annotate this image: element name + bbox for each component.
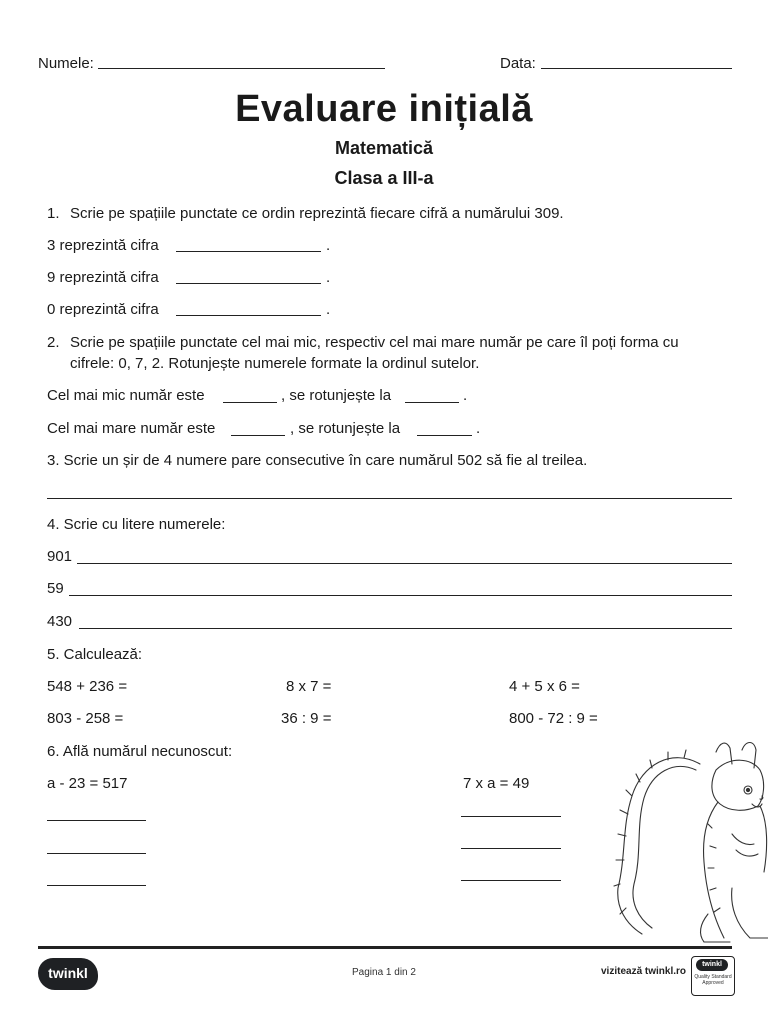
q2-max-round-blank[interactable] (417, 435, 472, 436)
q6-equation-2: 7 x a = 49 (463, 775, 530, 792)
q4-number-901: 901 (47, 548, 73, 565)
q2-max-end: . (476, 420, 481, 437)
q4-answer-line-430[interactable] (79, 628, 732, 629)
badge-logo: twinkl (696, 959, 728, 971)
q4-answer-line-901[interactable] (77, 563, 732, 564)
q6-text: 6. Află numărul necunoscut: (47, 743, 233, 760)
q1-text: Scrie pe spațiile punctate ce ordin reprezintă fiecare cifră a numărului 309. (70, 205, 564, 222)
twinkl-logo: twinkl (38, 958, 98, 990)
q6-eq2-step-2-line[interactable] (461, 848, 561, 849)
q5-expr-3: 4 + 5 x 6 = (509, 678, 580, 695)
q6-eq1-step-3-line[interactable] (47, 885, 146, 886)
date-label: Data: (500, 55, 536, 72)
q1-row-3-blank[interactable] (176, 315, 321, 316)
q5-expr-1: 548 + 236 = (47, 678, 128, 695)
footer-divider (38, 946, 732, 949)
q1-number: 1. (47, 205, 60, 222)
date-field-line[interactable] (541, 68, 732, 69)
q1-row-2-label: 9 reprezintă cifra (47, 269, 159, 286)
q5-expr-6: 800 - 72 : 9 = (509, 710, 598, 727)
q3-text: 3. Scrie un șir de 4 numere pare consecutive în care numărul 502 să fie al treilea. (47, 452, 588, 469)
page-title: Evaluare inițială (235, 88, 533, 130)
q2-min-label: Cel mai mic număr este (47, 387, 205, 404)
q1-row-1-blank[interactable] (176, 251, 321, 252)
q2-text-line2: cifrele: 0, 7, 2. Rotunjește numerele formate la ordinul sutelor. (70, 355, 480, 372)
q2-min-round-label: , se rotunjește la (281, 387, 392, 404)
q1-row-2-end: . (326, 269, 331, 286)
website-link[interactable]: vizitează twinkl.ro (601, 966, 687, 977)
name-label: Numele: (38, 55, 94, 72)
q6-eq2-step-1-line[interactable] (461, 816, 561, 817)
q5-text: 5. Calculează: (47, 646, 143, 663)
q6-eq1-step-1-line[interactable] (47, 820, 146, 821)
q2-max-round-label: , se rotunjește la (290, 420, 401, 437)
q4-number-59: 59 (47, 580, 64, 597)
class-subtitle: Clasa a III-a (334, 168, 434, 188)
q4-text: 4. Scrie cu litere numerele: (47, 516, 226, 533)
q5-expr-5: 36 : 9 = (281, 710, 332, 727)
q4-number-430: 430 (47, 613, 73, 630)
q1-row-3-end: . (326, 301, 331, 318)
q5-expr-4: 803 - 258 = (47, 710, 124, 727)
q6-eq2-step-3-line[interactable] (461, 880, 561, 881)
squirrel-illustration (612, 738, 768, 946)
q2-max-blank[interactable] (231, 435, 285, 436)
page-number: Pagina 1 din 2 (352, 967, 416, 978)
q5-expr-2: 8 x 7 = (286, 678, 332, 695)
name-field-line[interactable] (98, 68, 385, 69)
q2-min-round-blank[interactable] (405, 402, 459, 403)
q2-min-end: . (463, 387, 468, 404)
quality-badge (691, 956, 735, 996)
badge-text: Quality Standard Approved (694, 974, 732, 986)
q2-max-label: Cel mai mare număr este (47, 420, 216, 437)
q1-row-1-label: 3 reprezintă cifra (47, 237, 159, 254)
q2-min-blank[interactable] (223, 402, 277, 403)
q1-row-2-blank[interactable] (176, 283, 321, 284)
q6-eq1-step-2-line[interactable] (47, 853, 146, 854)
q2-text-line1: Scrie pe spațiile punctate cel mai mic, respectiv cel mai mare număr pe care îl poți forma cu (70, 334, 679, 351)
subject-subtitle: Matematică (334, 138, 434, 158)
q4-answer-line-59[interactable] (69, 595, 732, 596)
q2-number: 2. (47, 334, 60, 351)
q1-row-1-end: . (326, 237, 331, 254)
q6-equation-1: a - 23 = 517 (47, 775, 128, 792)
q1-row-3-label: 0 reprezintă cifra (47, 301, 159, 318)
q3-answer-line[interactable] (47, 498, 732, 499)
